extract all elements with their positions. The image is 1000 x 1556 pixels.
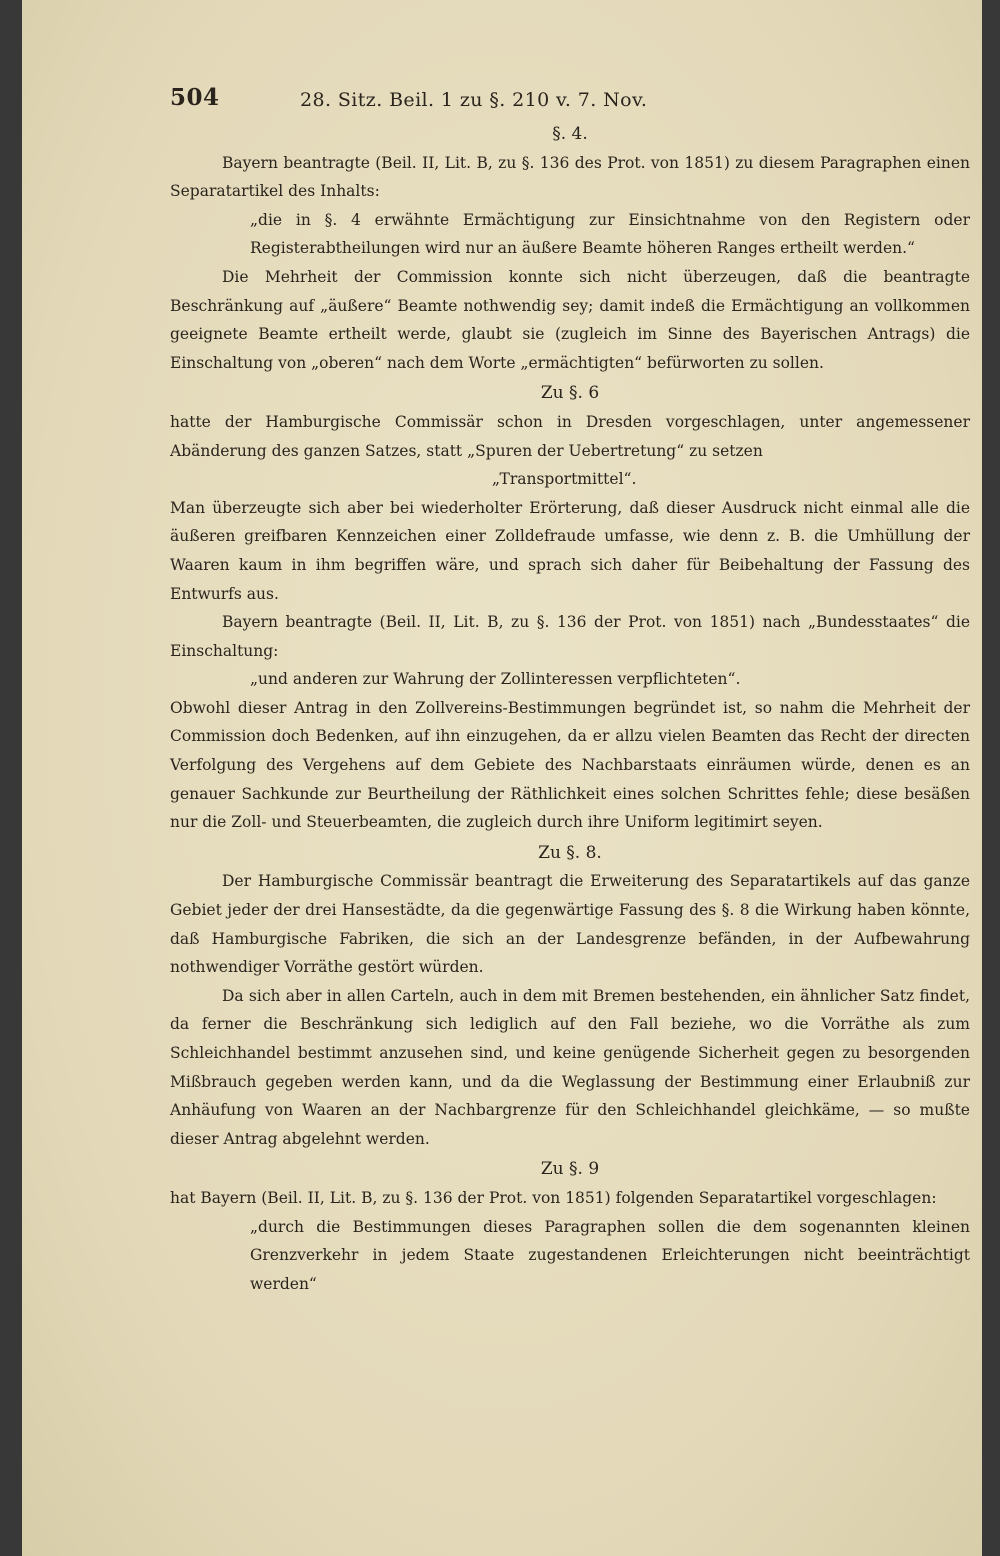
- quoted-insertion: „und anderen zur Wahrung der Zollinteressen verpflichteten“.: [250, 670, 741, 689]
- paragraph: Obwohl dieser Antrag in den Zollvereins-Bestimmungen begründet ist, so nahm die Mehrheit der Commission doch Bedenken, auf ihn einzugehen, da er allzu vielen Beamten das Recht der directen Verfolgung des Vergehens auf dem Gebiete des Nachbarstaats einräumen würde, denen es an genauer Sachkunde zur Beurtheilung der Räthlichkeit eines solchen Schrittes fehle; diese besäßen nur die Zoll- und Steuerbeamten, die zugleich durch ihre Uniform legitimirt seyen.: [170, 698, 970, 832]
- page-content: [170, 78, 970, 1298]
- section-heading: Zu §. 8.: [538, 842, 602, 863]
- scanned-page-sheet: [22, 0, 982, 1556]
- quoted-term: „Transportmittel“.: [492, 470, 637, 489]
- section-heading: §. 4.: [552, 124, 588, 144]
- paragraph: Der Hamburgische Commissär beantragt die Erweiterung des Separatartikels auf das ganze Gebiet jeder der drei Hansestädte, da die gegenwärtige Fassung des §. 8 die Wirkung haben könnte, daß Hamburgische Fabriken, die sich an der Landesgrenze befänden, in der Aufbewahrung nothwendiger Vorräthe gestört würden.: [170, 872, 970, 977]
- paragraph: Man überzeugte sich aber bei wiederholter Erörterung, daß dieser Ausdruck nicht einmal alle die äußeren greifbaren Kennzeichen einer Zolldefraude umfasse, wie denn z. B. die Umhüllung der Waaren kaum in ihm begriffen wäre, und sprach sich daher für Beibehaltung der Fassung des Entwurfs aus.: [170, 498, 970, 603]
- paragraph: Die Mehrheit der Commission konnte sich nicht überzeugen, daß die beantragte Beschränkung auf „äußere“ Beamte nothwendig sey; damit indeß die Ermächtigung an vollkommen geeignete Beamte ertheilt werde, glaubt sie (zugleich im Sinne des Bayerischen Antrags) die Einschaltung von „oberen“ nach dem Worte „ermächtigten“ befürworten zu sollen.: [170, 267, 970, 372]
- paragraph: hat Bayern (Beil. II, Lit. B, zu §. 136 der Prot. von 1851) folgenden Separatartikel vorgeschlagen:: [170, 1188, 937, 1207]
- paragraph: hatte der Hamburgische Commissär schon in Dresden vorgeschlagen, unter angemessener Abänderung des ganzen Satzes, statt „Spuren der Uebertretung“ zu setzen: [170, 412, 970, 460]
- section-zu-paragraph-9: [170, 1155, 970, 1298]
- section-heading: Zu §. 9: [540, 1159, 600, 1180]
- quoted-article: „durch die Bestimmungen dieses Paragraphen sollen die dem sogenannten kleinen Grenzverkehr in jedem Staate zugestandenen Erleichterungen nicht beeinträchtigt werden“: [250, 1217, 970, 1293]
- paragraph: Bayern beantragte (Beil. II, Lit. B, zu §. 136 der Prot. von 1851) nach „Bundesstaates“ die Einschaltung:: [170, 613, 970, 660]
- paragraph: Da sich aber in allen Carteln, auch in dem mit Bremen bestehenden, ein ähnlicher Satz findet, da ferner die Beschränkung sich lediglich auf den Fall beziehe, wo die Vorräthe als zum Schleichhandel bestimmt anzusehen sind, und keine genügende Sicherheit gegen zu besorgenden Mißbrauch gegeben werden kann, und da die Weglassung der Bestimmung einer Erlaubniß zur Anhäufung von Waaren an der Nachbargrenze für den Schleichhandel gleichkäme, — so mußte dieser Antrag abgelehnt werden.: [170, 986, 970, 1148]
- section-paragraph-4: [170, 120, 970, 377]
- section-zu-paragraph-6: [170, 379, 970, 837]
- section-zu-paragraph-8: [170, 839, 970, 1154]
- quoted-article: „die in §. 4 erwähnte Ermächtigung zur Einsichtnahme von den Registern oder Registerabtheilungen wird nur an äußere Beamte höheren Ranges ertheilt werden.“: [250, 210, 970, 258]
- page-header: [170, 78, 970, 118]
- section-heading: Zu §. 6: [540, 383, 600, 404]
- paragraph: Bayern beantragte (Beil. II, Lit. B, zu §. 136 des Prot. von 1851) zu diesem Paragraphen einen Separatartikel des Inhalts:: [170, 153, 970, 201]
- page-number: 504: [170, 84, 220, 111]
- running-head: 28. Sitz. Beil. 1 zu §. 210 v. 7. Nov.: [300, 89, 648, 111]
